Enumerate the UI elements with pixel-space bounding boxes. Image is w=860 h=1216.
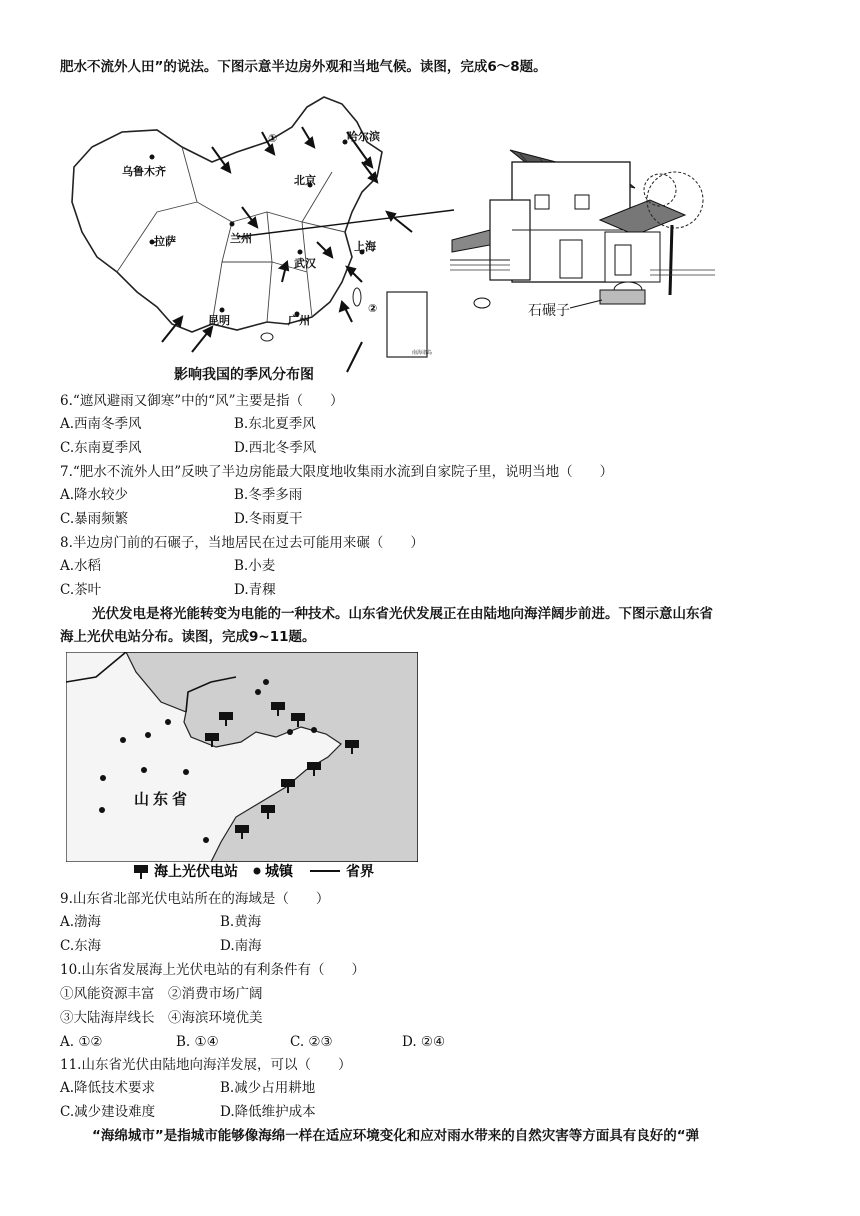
q9-option-b[interactable]: B.黄海 [220, 914, 262, 930]
q11-option-a[interactable]: A.降低技术要求 [60, 1080, 156, 1096]
q8-stem: 8.半边房门前的石碾子，当地居民在过去可能用来碾（ ） [60, 535, 424, 551]
city-beijing: 北京 [294, 174, 316, 187]
q8-option-a[interactable]: A.水稻 [60, 558, 102, 574]
q7-option-b[interactable]: B.冬季多雨 [234, 487, 303, 503]
house-label: 石碾子 [528, 303, 570, 319]
q10-option-a[interactable]: A. ①② [60, 1034, 103, 1050]
q8-option-d[interactable]: D.青稞 [234, 582, 276, 598]
q8-option-b[interactable]: B.小麦 [234, 558, 276, 574]
city-lhasa: 拉萨 [154, 235, 176, 248]
q9-stem: 9.山东省北部光伏电站所在的海域是（ ） [60, 891, 330, 907]
para2-line1: 光伏发电是将光能转变为电能的一种技术。山东省光伏发展正在由陆地向海洋阔步前进。下图示意山东省 [92, 606, 713, 622]
q9-option-a[interactable]: A.渤海 [60, 914, 102, 930]
half-house-illustration [450, 140, 720, 325]
city-lanzhou: 兰州 [230, 232, 252, 245]
q10-statement-1: ①风能资源丰富 ②消费市场广阔 [60, 986, 263, 1002]
legend-station-label: 海上光伏电站 [154, 864, 238, 880]
marker-1: ① [268, 132, 278, 145]
q6-option-d[interactable]: D.西北冬季风 [234, 440, 317, 456]
city-harbin: 哈尔滨 [347, 130, 380, 143]
q7-option-a[interactable]: A.降水较少 [60, 487, 129, 503]
q7-option-c[interactable]: C.暴雨频繁 [60, 511, 129, 527]
city-kunming: 昆明 [208, 314, 230, 327]
city-urumqi: 乌鲁木齐 [122, 165, 166, 178]
q11-stem: 11.山东省光伏由陆地向海洋发展，可以（ ） [60, 1057, 352, 1073]
q6-stem: 6.“遮风避雨又御寒”中的“风”主要是指（ ） [60, 393, 344, 409]
q8-option-c[interactable]: C.茶叶 [60, 582, 102, 598]
q6-option-c[interactable]: C.东南夏季风 [60, 440, 142, 456]
marker-2: ② [368, 302, 378, 315]
q10-option-c[interactable]: C. ②③ [290, 1034, 333, 1050]
city-guangzhou: 广州 [288, 314, 310, 327]
monsoon-map [62, 92, 462, 382]
inset-text: 南海诸岛 [412, 350, 433, 356]
q6-option-a[interactable]: A.西南冬季风 [60, 416, 142, 432]
q7-stem: 7.“肥水不流外人田”反映了半边房能最大限度地收集雨水流到自家院子里，说明当地（ ） [60, 464, 614, 480]
fig1-caption: 影响我国的季风分布图 [174, 367, 314, 383]
city-wuhan: 武汉 [294, 257, 316, 270]
intro-text: 肥水不流外人田”的说法。下图示意半边房外观和当地气候。读图，完成6～8题。 [60, 59, 547, 75]
q7-option-d[interactable]: D.冬雨夏干 [234, 511, 303, 527]
q10-option-b[interactable]: B. ①④ [176, 1034, 219, 1050]
city-shanghai: 上海 [354, 240, 376, 253]
q11-option-d[interactable]: D.降低维护成本 [220, 1104, 316, 1120]
q11-option-c[interactable]: C.减少建设难度 [60, 1104, 156, 1120]
q6-option-b[interactable]: B.东北夏季风 [234, 416, 316, 432]
q9-option-d[interactable]: D.南海 [220, 938, 262, 954]
shandong-solar-map [66, 652, 418, 862]
legend-border-label: 省界 [346, 864, 374, 880]
q10-option-d[interactable]: D. ②④ [402, 1034, 446, 1050]
q10-stem: 10.山东省发展海上光伏电站的有利条件有（ ） [60, 962, 365, 978]
last-paragraph-line: “海绵城市”是指城市能够像海绵一样在适应环境变化和应对雨水带来的自然灾害等方面具有良好的“弹 [92, 1128, 700, 1144]
q11-option-b[interactable]: B.减少占用耕地 [220, 1080, 316, 1096]
para2-line2: 海上光伏电站分布。读图，完成9~11题。 [60, 629, 316, 645]
q9-option-c[interactable]: C.东海 [60, 938, 102, 954]
province-label: 山东省 [134, 791, 192, 808]
fig2-legend [130, 862, 420, 882]
legend-town-label: 城镇 [265, 864, 293, 880]
q10-statement-2: ③大陆海岸线长 ④海滨环境优美 [60, 1010, 263, 1026]
